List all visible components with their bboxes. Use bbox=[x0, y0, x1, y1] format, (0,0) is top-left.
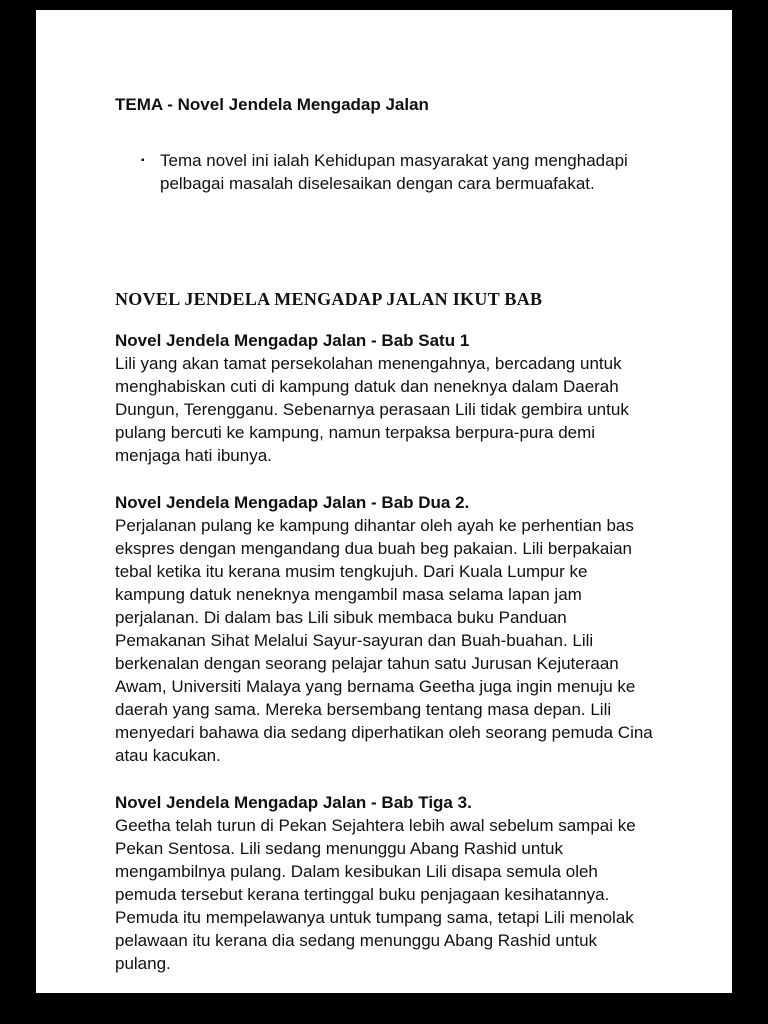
chapter-3-heading: Novel Jendela Mengadap Jalan - Bab Tiga 3. bbox=[115, 793, 472, 812]
chapter-2-section bbox=[115, 491, 655, 767]
chapter-1-body: Lili yang akan tamat persekolahan menengahnya, bercadang untuk menghabiskan cuti di kampung datuk dan neneknya dalam Daerah Dungun, Terengganu. Sebenarnya perasaan Lili tidak gembira untuk pulang bercuti ke kampung, namun terpaksa berpura-pura demi menjaga hati ibunya. bbox=[115, 354, 629, 465]
theme-bullet-text: Tema novel ini ialah Kehidupan masyarakat yang menghadapi pelbagai masalah diselesaikan dengan cara bermuafakat. bbox=[160, 151, 628, 193]
chapter-1-heading: Novel Jendela Mengadap Jalan - Bab Satu 1 bbox=[115, 331, 470, 350]
theme-bullet-item bbox=[115, 149, 655, 195]
document-page bbox=[36, 10, 732, 993]
chapter-3-section bbox=[115, 791, 655, 975]
chapter-2-body: Perjalanan pulang ke kampung dihantar oleh ayah ke perhentian bas ekspres dengan mengandang dua buah beg pakaian. Lili berpakaian tebal ketika itu kerana musim tengkujuh. Dari Kuala Lumpur ke kampung datuk neneknya mengambil masa selama lapan jam perjalanan. Di dalam bas Lili sibuk membaca buku Panduan Pemakanan Sihat Melalui Sayur-sayuran dan Buah-buahan. Lili berkenalan dengan seorang pelajar tahun satu Jurusan Kejuteraan Awam, Universiti Malaya yang bernama Geetha juga ingin menuju ke daerah yang sama. Mereka bersembang tentang masa depan. Lili menyedari bahawa dia sedang diperhatikan oleh seorang pemuda Cina atau kacukan. bbox=[115, 516, 653, 765]
chapter-2-heading: Novel Jendela Mengadap Jalan - Bab Dua 2. bbox=[115, 493, 470, 512]
section-heading: NOVEL JENDELA MENGADAP JALAN IKUT BAB bbox=[115, 289, 543, 309]
document-title: TEMA - Novel Jendela Mengadap Jalan bbox=[115, 95, 429, 114]
bullet-marker-icon: ▪ bbox=[141, 155, 145, 166]
chapter-3-body: Geetha telah turun di Pekan Sejahtera lebih awal sebelum sampai ke Pekan Sentosa. Lili sedang menunggu Abang Rashid untuk mengambilnya pulang. Dalam kesibukan Lili disapa semula oleh pemuda tersebut kerana tertinggal buku penjagaan kesihatannya. Pemuda itu mempelawanya untuk tumpang sama, tetapi Lili menolak pelawaan itu kerana dia sedang menunggu Abang Rashid untuk pulang. bbox=[115, 816, 636, 973]
chapter-1-section bbox=[115, 329, 655, 467]
